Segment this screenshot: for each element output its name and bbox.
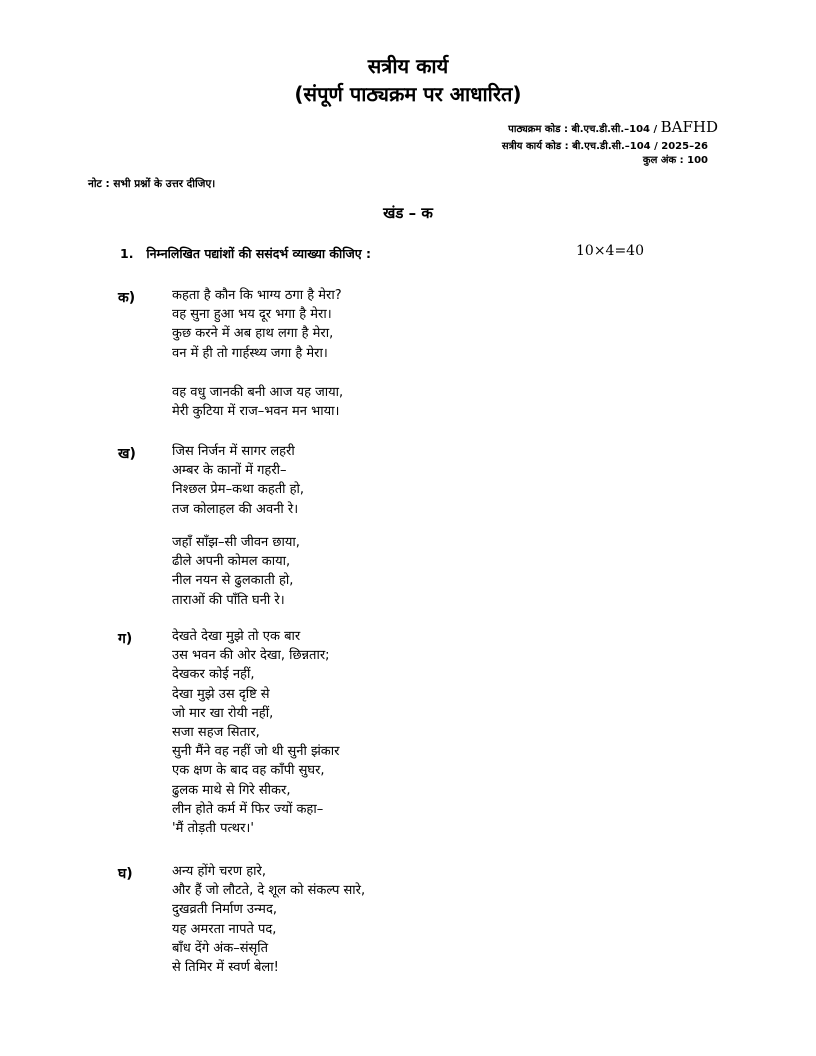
page-subtitle: (संपूर्ण पाठ्यक्रम पर आधारित) <box>294 82 522 106</box>
verse-line: ताराओं की पाँति घनी रे। <box>172 592 285 608</box>
item-label: ग) <box>118 631 133 647</box>
verse-line: तज कोलाहल की अवनी रे। <box>172 501 299 517</box>
verse-line: ढीले अपनी कोमल काया, <box>172 554 291 570</box>
verse-line: वन में ही तो गार्हस्थ्य जगा है मेरा। <box>172 345 328 361</box>
verse-line: जिस निर्जन में सागर लहरी <box>172 444 295 459</box>
item-label: घ) <box>118 866 133 882</box>
question-number: 1. <box>120 246 134 261</box>
verse-line: जहाँ साँझ–सी जीवन छाया, <box>172 535 300 550</box>
verse-line: मेरी कुटिया में राज–भवन मन भाया। <box>172 404 340 420</box>
verse-line: सुनी मैंने वह नहीं जो थी सुनी झंकार <box>172 744 340 760</box>
verse-line: एक क्षण के बाद वह काँपी सुघर, <box>172 763 325 779</box>
question-1 <box>120 245 371 262</box>
course-code <box>508 120 718 137</box>
instruction-note: नोट : सभी प्रश्नों के उत्तर दीजिए। <box>88 178 216 190</box>
total-marks: कुल अंक : 100 <box>642 155 708 166</box>
verse-line: उस भवन की ओर देखा, छिन्नतार; <box>172 648 330 664</box>
verse-line: लीन होते कर्म में फिर ज्यों कहा– <box>172 801 324 817</box>
verse-line: सजा सहज सितार, <box>172 725 260 741</box>
course-code-suffix: BAFHD <box>660 118 718 136</box>
stanza <box>172 442 304 519</box>
verse-line: देखा मुझे उस दृष्टि से <box>172 686 270 702</box>
item-label: क) <box>118 290 136 306</box>
verse-line: कुछ करने में अब हाथ लगा है मेरा, <box>172 326 334 342</box>
question-text: निम्नलिखित पद्यांशों की ससंदर्भ व्याख्या कीजिए : <box>146 246 372 261</box>
question-marks: 10×4=40 <box>576 243 644 259</box>
stanza <box>172 627 339 838</box>
verse-line: अम्बर के कानों में गहरी– <box>172 463 287 479</box>
verse-line: निश्छल प्रेम–कथा कहती हो, <box>172 482 305 498</box>
item-label: ख) <box>118 446 136 462</box>
verse-line: देखकर कोई नहीं, <box>172 667 255 683</box>
stanza <box>172 862 365 977</box>
stanza <box>172 383 343 421</box>
assignment-code: सत्रीय कार्य कोड : बी.एच.डी.सी.–104 / 2025–26 <box>501 141 708 152</box>
verse-line: ढुलक माथे से गिरे सीकर, <box>172 782 291 798</box>
verse-line: जो मार खा रोयी नहीं, <box>172 705 274 721</box>
verse-line: बाँध देंगे अंक–संसृति <box>172 940 269 956</box>
verse-line: नील नयन से ढुलकाती हो, <box>172 573 294 589</box>
stanza <box>172 533 300 610</box>
verse-line: 'मैं तोड़ती पत्थर।' <box>172 821 254 837</box>
verse-line: कहता है कौन कि भाग्य ठगा है मेरा? <box>172 288 342 303</box>
verse-line: यह अमरता नापते पद, <box>172 921 277 937</box>
verse-line: दुखव्रती निर्माण उन्मद, <box>172 902 277 918</box>
verse-line: और हैं जो लौटते, दे शूल को संकल्प सारे, <box>172 883 366 899</box>
verse-line: से तिमिर में स्वर्ण बेला! <box>172 960 279 976</box>
verse-line: देखते देखा मुझे तो एक बार <box>172 629 301 644</box>
verse-line: वह वधु जानकी बनी आज यह जाया, <box>172 385 344 400</box>
stanza <box>172 286 342 363</box>
verse-line: वह सुना हुआ भय दूर भगा है मेरा। <box>172 307 332 323</box>
course-code-label: पाठ्यक्रम कोड : बी.एच.डी.सी.–104 / <box>508 124 658 135</box>
verse-line: अन्य होंगे चरण हारे, <box>172 864 266 879</box>
page-title: सत्रीय कार्य <box>367 54 449 78</box>
section-heading: खंड – क <box>383 204 433 222</box>
